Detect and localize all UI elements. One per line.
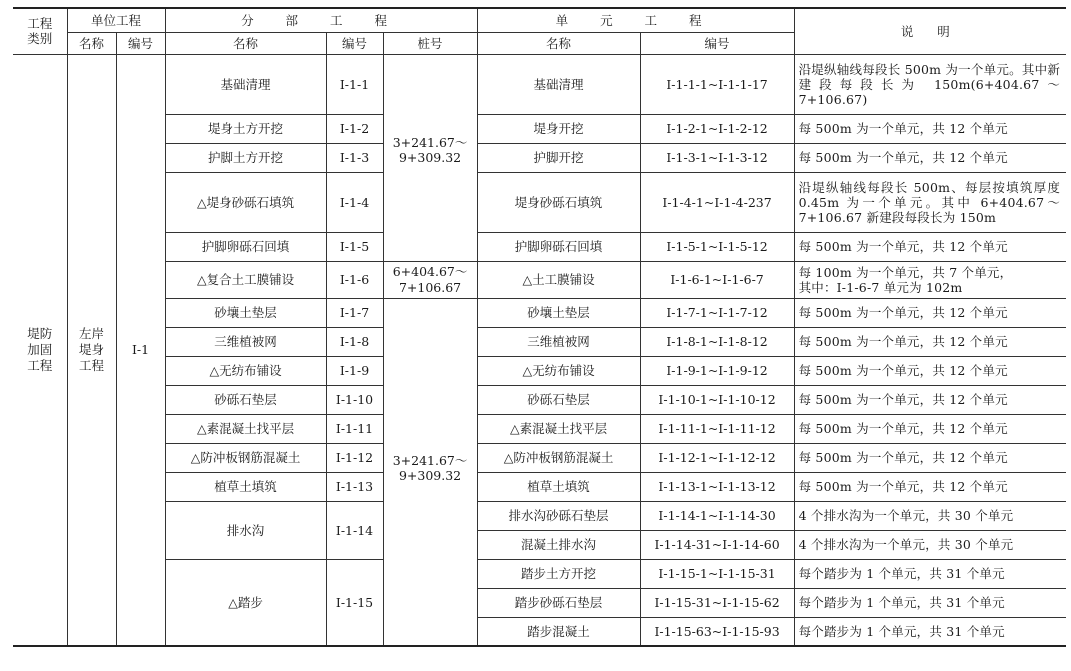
element-name-cell: 踏步土方开挖: [477, 559, 640, 588]
division-code-cell: I-1-9: [326, 356, 383, 385]
division-code-cell: I-1-7: [326, 298, 383, 327]
division-name-cell: 护脚卵砾石回填: [165, 232, 326, 261]
table-row: [13, 327, 1066, 356]
division-name-cell: 护脚土方开挖: [165, 143, 326, 172]
table-row: [13, 261, 1066, 298]
division-code-cell: I-1-14: [326, 501, 383, 559]
explanation-cell: 每 500m 为一个单元，共 12 个单元: [794, 232, 1066, 261]
element-name-cell: 护脚卵砾石回填: [477, 232, 640, 261]
division-name-cell: △复合土工膜铺设: [165, 261, 326, 298]
element-code-cell: I-1-4-1~I-1-4-237: [640, 172, 794, 232]
division-code-cell: I-1-8: [326, 327, 383, 356]
element-code-cell: I-1-7-1~I-1-7-12: [640, 298, 794, 327]
division-name-cell: 植草土填筑: [165, 472, 326, 501]
explanation-cell: 4 个排水沟为一个单元，共 30 个单元: [794, 530, 1066, 559]
explanation-cell: 每 500m 为一个单元，共 12 个单元: [794, 143, 1066, 172]
division-code-cell: I-1-5: [326, 232, 383, 261]
header-explanation: 说 明: [794, 8, 1066, 54]
element-name-cell: 砂壤土垫层: [477, 298, 640, 327]
division-code-cell: I-1-10: [326, 385, 383, 414]
element-code-cell: I-1-9-1~I-1-9-12: [640, 356, 794, 385]
element-name-cell: △防冲板钢筋混凝土: [477, 443, 640, 472]
division-name-cell: 堤身土方开挖: [165, 114, 326, 143]
header-station: 桩号: [383, 32, 477, 54]
explanation-cell: 每个踏步为 1 个单元，共 31 个单元: [794, 588, 1066, 617]
division-code-cell: I-1-4: [326, 172, 383, 232]
division-name-cell: △无纺布铺设: [165, 356, 326, 385]
header-element-project: 单 元 工 程: [477, 8, 794, 32]
element-code-cell: I-1-3-1~I-1-3-12: [640, 143, 794, 172]
explanation-cell: 每个踏步为 1 个单元，共 31 个单元: [794, 559, 1066, 588]
division-code-cell: I-1-12: [326, 443, 383, 472]
element-name-cell: 排水沟砂砾石垫层: [477, 501, 640, 530]
table-row: [13, 114, 1066, 143]
station-cell: [383, 298, 477, 646]
element-name-cell: △素混凝土找平层: [477, 414, 640, 443]
division-name-cell: 排水沟: [165, 501, 326, 559]
project-division-table: [13, 7, 1066, 647]
explanation-cell: 每 500m 为一个单元，共 12 个单元: [794, 356, 1066, 385]
header-division-project: 分 部 工 程: [165, 8, 477, 32]
division-name-cell: 砂砾石垫层: [165, 385, 326, 414]
division-name-cell: △踏步: [165, 559, 326, 646]
element-code-cell: I-1-10-1~I-1-10-12: [640, 385, 794, 414]
division-code-cell: I-1-1: [326, 54, 383, 114]
header-row-1: [13, 8, 1066, 32]
element-code-cell: I-1-1-1~I-1-1-17: [640, 54, 794, 114]
table-row: [13, 54, 1066, 114]
table-row: [13, 143, 1066, 172]
explanation-cell: 4 个排水沟为一个单元，共 30 个单元: [794, 501, 1066, 530]
explanation-cell: 沿堤纵轴线每段长 500m 为一个单元。其中新建段每段长为 150m(6+404.67～7+106.67): [794, 54, 1066, 114]
table-row: [13, 172, 1066, 232]
element-code-cell: I-1-14-31~I-1-14-60: [640, 530, 794, 559]
table-row: [13, 559, 1066, 588]
division-code-cell: I-1-13: [326, 472, 383, 501]
station-text: 3+241.67～ 9+309.32: [392, 134, 468, 165]
element-name-cell: 混凝土排水沟: [477, 530, 640, 559]
table-row: [13, 385, 1066, 414]
category-cell: 堤防 加固 工程: [13, 54, 67, 646]
division-code-cell: I-1-6: [326, 261, 383, 298]
element-name-cell: 基础清理: [477, 54, 640, 114]
explanation-cell: 每 500m 为一个单元，共 12 个单元: [794, 414, 1066, 443]
element-name-cell: 踏步混凝土: [477, 617, 640, 646]
explanation-cell: 每 100m 为一个单元，共 7 个单元， 其中：I-1-6-7 单元为 102m: [794, 261, 1066, 298]
header-element-name: 名称: [477, 32, 640, 54]
station-cell: [383, 54, 477, 261]
table-row: [13, 356, 1066, 385]
element-name-cell: △土工膜铺设: [477, 261, 640, 298]
explanation-cell: 每 500m 为一个单元，共 12 个单元: [794, 298, 1066, 327]
explanation-cell: 沿堤纵轴线每段长 500m、每层按填筑厚度 0.45m 为一个单元。其中 6+404.67～7+106.67 新建段每段长为 150m: [794, 172, 1066, 232]
element-name-cell: 堤身砂砾石填筑: [477, 172, 640, 232]
explanation-cell: 每 500m 为一个单元，共 12 个单元: [794, 443, 1066, 472]
unit-code-cell: I-1: [116, 54, 165, 646]
element-code-cell: I-1-8-1~I-1-8-12: [640, 327, 794, 356]
element-code-cell: I-1-2-1~I-1-2-12: [640, 114, 794, 143]
element-name-cell: 三维植被网: [477, 327, 640, 356]
station-text: 3+241.67～ 9+309.32: [392, 452, 468, 483]
element-code-cell: I-1-11-1~I-1-11-12: [640, 414, 794, 443]
header-category: 工程 类别: [13, 8, 67, 54]
element-code-cell: I-1-15-31~I-1-15-62: [640, 588, 794, 617]
explanation-cell: 每个踏步为 1 个单元，共 31 个单元: [794, 617, 1066, 646]
element-code-cell: I-1-12-1~I-1-12-12: [640, 443, 794, 472]
division-name-cell: 砂壤土垫层: [165, 298, 326, 327]
division-code-cell: I-1-3: [326, 143, 383, 172]
table-row: [13, 501, 1066, 530]
table-row: [13, 232, 1066, 261]
division-name-cell: △防冲板钢筋混凝土: [165, 443, 326, 472]
element-code-cell: Ⅰ-1-15-63~Ⅰ-1-15-93: [640, 617, 794, 646]
header-element-code: 编号: [640, 32, 794, 54]
element-name-cell: 堤身开挖: [477, 114, 640, 143]
division-name-cell: 三维植被网: [165, 327, 326, 356]
division-code-cell: I-1-15: [326, 559, 383, 646]
element-code-cell: I-1-13-1~I-1-13-12: [640, 472, 794, 501]
header-division-code: 编号: [326, 32, 383, 54]
table-row: [13, 472, 1066, 501]
element-code-cell: I-1-6-1~I-1-6-7: [640, 261, 794, 298]
division-name-cell: 基础清理: [165, 54, 326, 114]
table-row: [13, 414, 1066, 443]
element-code-cell: I-1-5-1~I-1-5-12: [640, 232, 794, 261]
division-name-cell: △堤身砂砾石填筑: [165, 172, 326, 232]
header-unit-name: 名称: [67, 32, 116, 54]
element-name-cell: 护脚开挖: [477, 143, 640, 172]
header-division-name: 名称: [165, 32, 326, 54]
station-cell: 6+404.67～ 7+106.67: [383, 261, 477, 298]
element-name-cell: 踏步砂砾石垫层: [477, 588, 640, 617]
element-code-cell: I-1-15-1~I-1-15-31: [640, 559, 794, 588]
division-code-cell: I-1-11: [326, 414, 383, 443]
element-name-cell: △无纺布铺设: [477, 356, 640, 385]
explanation-cell: 每 500m 为一个单元，共 12 个单元: [794, 327, 1066, 356]
explanation-cell: 每 500m 为一个单元，共 12 个单元: [794, 385, 1066, 414]
division-code-cell: I-1-2: [326, 114, 383, 143]
table-row: [13, 298, 1066, 327]
header-unit-project: 单位工程: [67, 8, 165, 32]
element-name-cell: 砂砾石垫层: [477, 385, 640, 414]
explanation-cell: 每 500m 为一个单元，共 12 个单元: [794, 472, 1066, 501]
unit-name-cell: 左岸 堤身 工程: [67, 54, 116, 646]
element-code-cell: I-1-14-1~I-1-14-30: [640, 501, 794, 530]
table-row: [13, 443, 1066, 472]
division-name-cell: △素混凝土找平层: [165, 414, 326, 443]
header-unit-code: 编号: [116, 32, 165, 54]
explanation-cell: 每 500m 为一个单元，共 12 个单元: [794, 114, 1066, 143]
element-name-cell: 植草土填筑: [477, 472, 640, 501]
